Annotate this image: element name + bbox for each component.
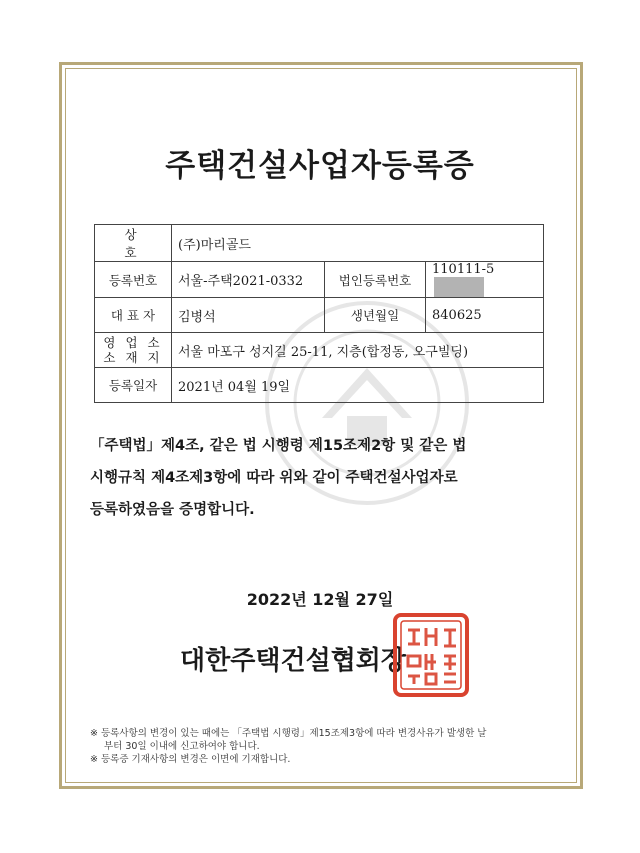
footnote-line: 부터 30일 이내에 신고하여야 합니다. [104, 741, 260, 752]
table-row [95, 225, 544, 262]
company-name-label: 상 호 [95, 225, 172, 262]
statement-line: 시행규칙 제4조제3항에 따라 위와 같이 주택건설사업자로 [90, 470, 458, 486]
official-seal-stamp [392, 612, 470, 698]
registration-number-label: 등록번호 [95, 262, 172, 298]
footnote-line: ※ 등록증 기재사항의 변경은 이면에 기재합니다. [90, 754, 291, 765]
registration-date-value: 2021년 04월 19일 [172, 368, 544, 403]
office-address-label: 영 업 소 소 재 지 [95, 333, 172, 368]
birth-date-label: 생년월일 [325, 298, 426, 333]
document-title: 주택건설사업자등록증 [165, 148, 475, 184]
representative-value: 김병석 [172, 298, 325, 333]
registration-date-label: 등록일자 [95, 368, 172, 403]
issue-date: 2022년 12월 27일 [246, 590, 394, 609]
table-row [95, 368, 544, 403]
table-row [95, 333, 544, 368]
corporate-number-value: 110111-5 [432, 262, 495, 277]
corporate-number-cell [426, 262, 544, 298]
registration-info-table [94, 224, 544, 403]
table-row [95, 262, 544, 298]
company-name-value: (주)마리골드 [172, 225, 544, 262]
footnote-line: ※ 등록사항의 변경이 있는 때에는 「주택법 시행령」제15조제3항에 따라 변경사유가 발생한 날 [90, 728, 487, 739]
office-address-value: 서울 마포구 성지길 25-11, 지층(합정동, 오구빌딩) [172, 333, 544, 368]
representative-label: 대 표 자 [95, 298, 172, 333]
footnotes [90, 727, 560, 766]
table-row [95, 298, 544, 333]
corporate-number-label: 법인등록번호 [325, 262, 426, 298]
certification-statement [90, 430, 560, 526]
statement-line: 등록하였음을 증명합니다. [90, 502, 255, 518]
statement-line: 「주택법」제4조, 같은 법 시행령 제15조제2항 및 같은 법 [90, 438, 467, 454]
birth-date-value: 840625 [426, 298, 544, 333]
registration-number-value: 서울-주택2021-0332 [172, 262, 325, 298]
issuer-name: 대한주택건설협회장 [180, 646, 407, 676]
redaction-mask [434, 277, 484, 297]
